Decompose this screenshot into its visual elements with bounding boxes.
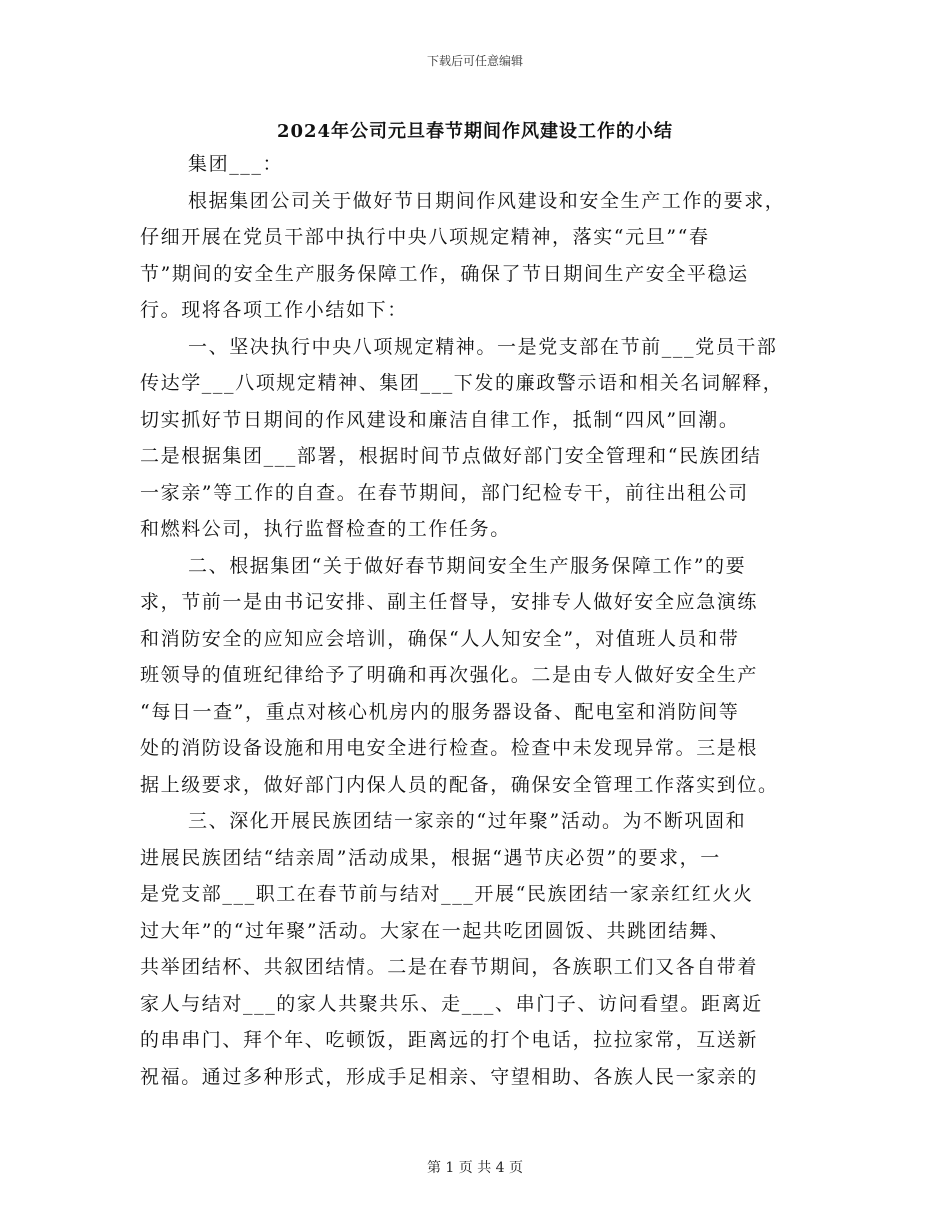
document-title: 2024年公司元旦春节期间作风建设工作的小结 xyxy=(276,121,674,142)
paragraph-line: 一家亲”等工作的自查。在春节期间，部门纪检专干，前往出租公司 xyxy=(140,481,749,504)
paragraph-line: 共举团结杯、共叙团结情。二是在春节期间，各族职工们又各自带着 xyxy=(140,956,759,978)
paragraph-line: 过大年”的“过年聚”活动。大家在一起共吃团圆饭、共跳团结舞、 xyxy=(140,919,731,942)
paragraph-line: 和消防安全的应知应会培训，确保“人人知安全”，对值班人员和带 xyxy=(140,627,740,650)
paragraph-line: 进展民族团结“结亲周”活动成果，根据“遇节庆必贺”的要求，一 xyxy=(140,846,721,869)
paragraph-line: 传达学___八项规定精神、集团___下发的廉政警示语和相关名词解释， xyxy=(140,372,784,394)
paragraph-line: 班领导的值班纪律给予了明确和再次强化。二是由专人做好安全生产 xyxy=(140,664,759,686)
paragraph-line: 三、深化开展民族团结一家亲的“过年聚”活动。为不断巩固和 xyxy=(188,810,747,832)
paragraph-line: 处的消防设备设施和用电安全进行检查。检查中未发现异常。三是根 xyxy=(140,737,759,759)
paragraph-line: 二、根据集团“关于做好春节期间安全生产服务保障工作”的要 xyxy=(188,554,747,577)
paragraph-line: 据上级要求，做好部门内保人员的配备，确保安全管理工作落实到位。 xyxy=(140,773,779,796)
paragraph-line: 切实抓好节日期间的作风建设和廉洁自律工作，抵制“四风”回潮。 xyxy=(140,408,740,431)
paragraph-line: 是党支部___职工在春节前与结对___开展“民族团结一家亲红红火火 xyxy=(140,883,754,905)
paragraph-line: 行。现将各项工作小结如下： xyxy=(140,299,408,321)
paragraph-line: 根据集团公司关于做好节日期间作风建设和安全生产工作的要求， xyxy=(188,189,786,212)
paragraph-line: 家人与结对___的家人共聚共乐、走___、串门子、访问看望。距离近 xyxy=(140,992,763,1015)
salutation-line: 集团___： xyxy=(188,153,284,175)
paragraph-line: 二是根据集团___部署，根据时间节点做好部门安全管理和“民族团结 xyxy=(140,445,762,467)
page-footer: 第 1 页 共 4 页 xyxy=(426,1160,524,1176)
paragraph-line: 的串串门、拜个年、吃顿饭，距离远的打个电话，拉拉家常，互送新 xyxy=(140,1029,759,1051)
document-body xyxy=(140,146,810,1095)
header-note: 下载后可任意编辑 xyxy=(426,54,523,68)
paragraph-line: “每日一查”，重点对核心机房内的服务器设备、配电室和消防间等 xyxy=(140,700,740,723)
paragraph-line: 仔细开展在党员干部中执行中央八项规定精神，落实“元旦”“春 xyxy=(140,226,710,248)
paragraph-line: 求，节前一是由书记安排、副主任督导，安排专人做好安全应急演练 xyxy=(140,591,759,613)
paragraph-line: 节”期间的安全生产服务保障工作，确保了节日期间生产安全平稳运 xyxy=(140,262,749,285)
paragraph-line: 祝福。通过多种形式，形成手足相亲、守望相助、各族人民一家亲的 xyxy=(140,1065,759,1088)
paragraph-line: 和燃料公司，执行监督检查的工作任务。 xyxy=(140,518,511,540)
paragraph-line: 一、坚决执行中央八项规定精神。一是党支部在节前___党员干部 xyxy=(188,335,778,358)
